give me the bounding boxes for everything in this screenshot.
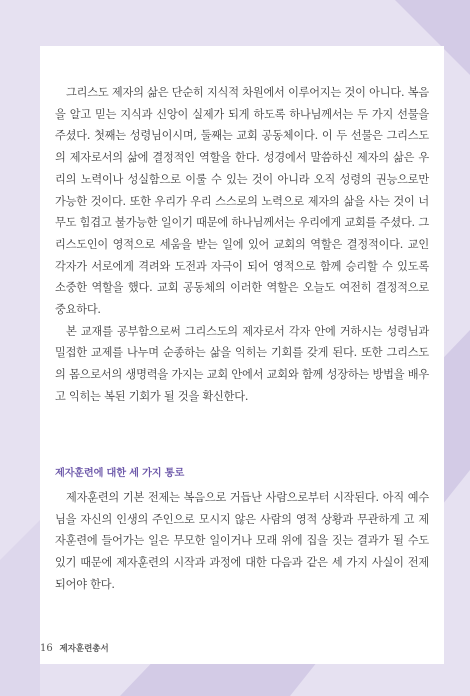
section-heading: 제자훈련에 대한 세 가지 통로 <box>55 468 185 479</box>
section-text <box>55 487 429 596</box>
page-number: 16 <box>40 643 53 654</box>
paragraph: 제자훈련의 기본 전제는 복음으로 거듭난 사람으로부터 시작된다. 아직 예수님을 자신의 인생의 주인으로 모시지 않은 사람의 영적 상황과 무관하게 고 제자훈련에 들어가는 일은 무모한 일이거나 모래 위에 집을 짓는 결과가 될 수도 있기 때문에 제자훈련의 시작과 과정에 대한 다음과 같은 세 가지 사실이 전제되어야 한다. <box>55 491 429 591</box>
paragraph: 그리스도 제자의 삶은 단순히 지식적 차원에서 이루어지는 것이 아니다. 복음을 알고 믿는 지식과 신앙이 실제가 되게 하도록 하나님께서는 두 가지 선물을 주셨다. 첫째는 성령님이시며, 둘째는 교회 공동체이다. 이 두 선물은 그리스도의 제자로서의 삶에 결정적인 역할을 한다. 성경에서 말씀하신 제자의 삶은 우리의 노력이나 성실함으로 이룰 수 있는 것이 아니라 오직 성령의 권능으로만 가능한 것이다. 또한 우리가 우리 스스로의 노력으로 제자의 삶을 사는 것이 너무도 힘겹고 불가능한 일이기 때문에 하나님께서는 우리에게 교회를 주셨다. 그리스도인이 영적으로 세움을 받는 일에 있어 교회의 역할은 결정적이다. 교인 각자가 서로에게 격려와 도전과 자극이 되어 영적으로 함께 승리할 수 있도록 소중한 역할을 했다. 교회 공동체의 이러한 역할은 오늘도 여전히 결정적으로 중요하다. <box>55 86 429 317</box>
series-title: 제자훈련총서 <box>59 644 109 654</box>
intro-text <box>55 82 429 408</box>
paragraph: 본 교재를 공부함으로써 그리스도의 제자로서 각자 안에 거하시는 성령님과 밀접한 교제를 나누며 순종하는 삶을 익히는 기회를 갖게 된다. 또한 그리스도의 몸으로서의 생명력을 가지는 교회 안에서 교회와 함께 성장하는 방법을 배우고 익히는 복된 기회가 될 것을 확신한다. <box>55 324 429 403</box>
book-page <box>40 46 444 664</box>
page-footer <box>40 642 109 654</box>
